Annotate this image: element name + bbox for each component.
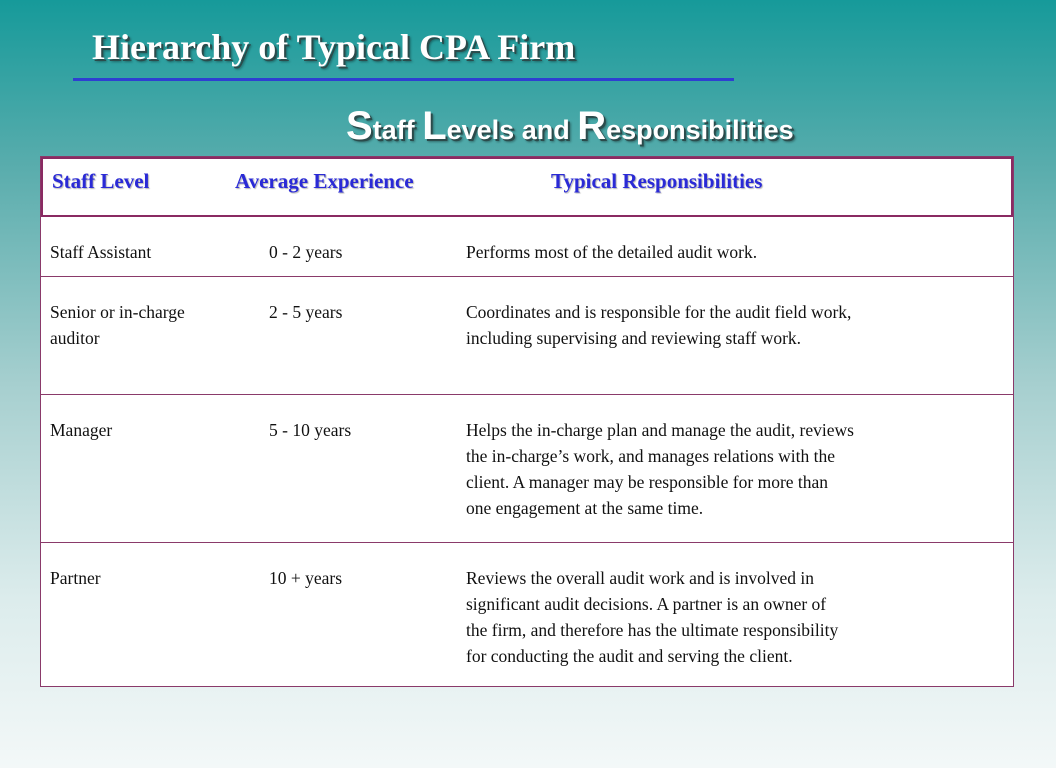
subtitle-text-3: esponsibilities [606,115,794,145]
cell-staff-level: Staff Assistant [50,242,152,262]
table-row [41,395,1013,543]
table-header-row [41,157,1013,217]
table-row [41,217,1013,277]
header-staff-level: Staff Level [52,169,150,193]
cell-staff-level: Partner [50,568,101,588]
header-typical-responsibilities: Typical Responsibilities [551,169,763,193]
cell-responsibilities: Helps the in-charge plan and manage the audit, reviews the in-charge’s work, and manages relations with the client. A manager may be responsible for more than one engagement at the same time. [466,420,854,518]
table-row [41,277,1013,395]
subtitle-cap-s: S [346,104,373,148]
header-average-experience: Average Experience [235,169,414,193]
cell-responsibilities: Performs most of the detailed audit work. [466,242,758,262]
cell-experience: 5 - 10 years [269,420,352,440]
cell-experience: 2 - 5 years [269,302,343,322]
cell-responsibilities: Coordinates and is responsible for the audit field work, including supervising and reviewing staff work. [466,302,852,348]
responsibilities-table [40,156,1014,687]
slide-title: Hierarchy of Typical CPA Firm [92,27,576,67]
cell-staff-level: Senior or in-charge auditor [50,302,185,348]
table-row [41,543,1013,687]
subtitle-cap-l: L [422,104,447,148]
subtitle-cap-r: R [577,104,607,148]
subtitle-text-2: evels and [446,115,578,145]
subtitle-text-1: taff [372,115,423,145]
cell-experience: 0 - 2 years [269,242,343,262]
title-underline [73,78,734,81]
cell-experience: 10 + years [269,568,343,588]
cell-staff-level: Manager [50,420,113,440]
cell-responsibilities: Reviews the overall audit work and is involved in significant audit decisions. A partner is an owner of the firm, and therefore has the ultimate responsibility for conducting the audit and serving the client. [466,568,839,666]
slide-subtitle [346,104,794,149]
